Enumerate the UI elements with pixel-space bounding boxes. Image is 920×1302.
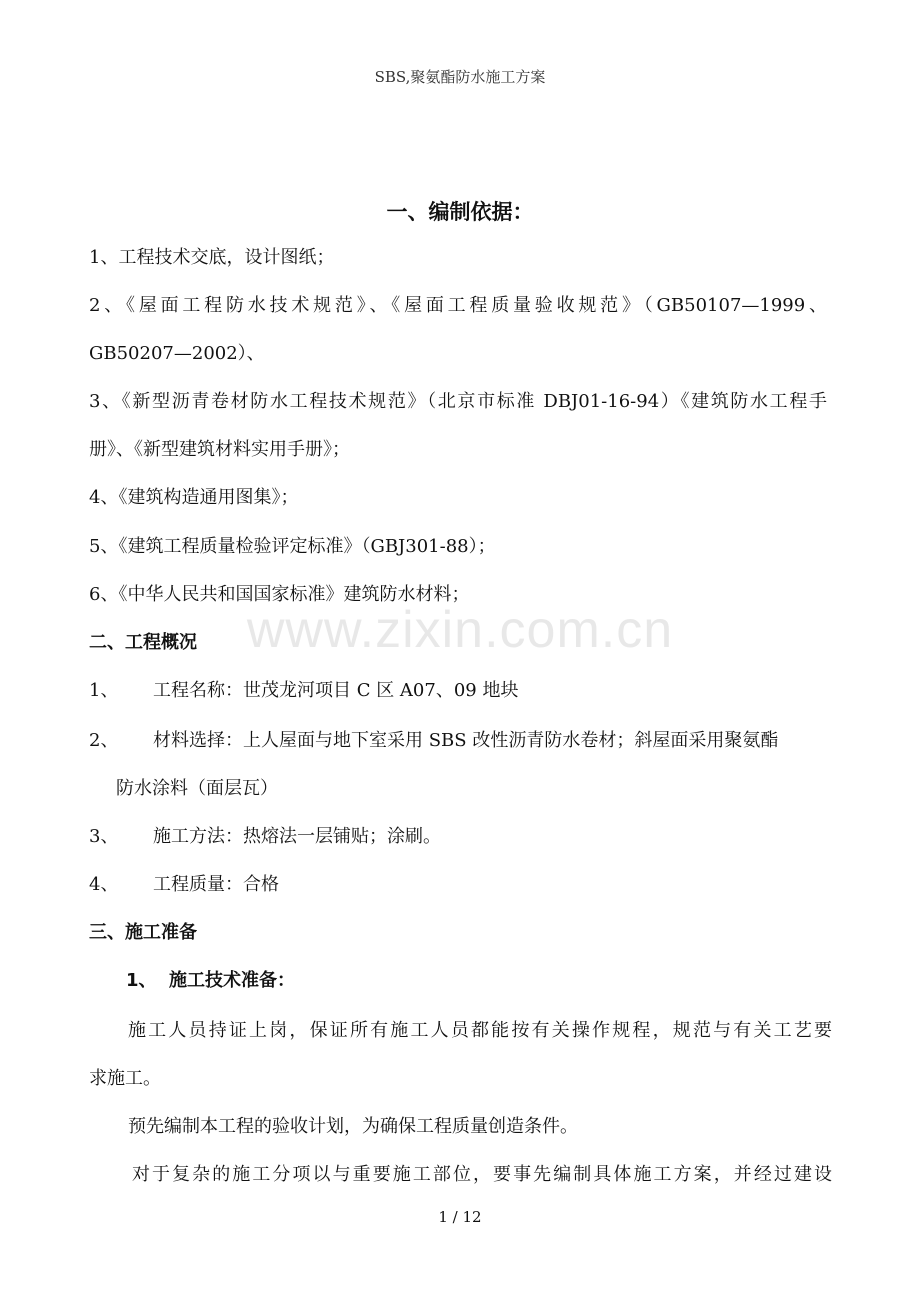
basis-item-5: 5、《建筑工程质量检验评定标准》（GBJ301-88）； <box>89 536 496 557</box>
overview-item-2-num: 2、 <box>89 730 119 751</box>
overview-item-4-text: 工程质量：合格 <box>153 874 279 895</box>
section-2-title: 二、工程概况 <box>89 632 197 653</box>
page-number: 1 / 12 <box>438 1208 482 1226</box>
overview-item-2-text: 材料选择：上人屋面与地下室采用 SBS 改性沥青防水卷材；斜屋面采用聚氨酯 <box>153 730 779 751</box>
overview-item-1-text: 工程名称：世茂龙河项目 C 区 A07、09 地块 <box>153 680 519 701</box>
overview-item-3-num: 3、 <box>89 826 119 847</box>
watermark: www.zixin.com.cn <box>246 601 674 659</box>
basis-item-2-cont: GB50207—2002）、 <box>89 343 265 364</box>
basis-item-3-cont: 册》、《新型建筑材料实用手册》； <box>89 439 350 460</box>
basis-item-6: 6、《中华人民共和国国家标准》建筑防水材料； <box>89 584 470 605</box>
paragraph-3: 对于复杂的施工分项以与重要施工部位，要事先编制具体施工方案，并经过建设 <box>132 1164 832 1185</box>
overview-item-4 <box>89 873 279 897</box>
basis-item-4: 4、《建筑构造通用图集》； <box>89 487 299 508</box>
section-3-subtitle: 1、 施工技术准备： <box>126 970 296 991</box>
basis-item-1: 1、工程技术交底，设计图纸； <box>89 247 335 268</box>
overview-item-1 <box>89 679 518 703</box>
overview-item-4-num: 4、 <box>89 874 119 895</box>
overview-item-1-num: 1、 <box>89 680 119 701</box>
paragraph-2: 预先编制本工程的验收计划，为确保工程质量创造条件。 <box>128 1116 578 1137</box>
page-header: SBS,聚氨酯防水施工方案 <box>374 68 546 86</box>
paragraph-1: 施工人员持证上岗，保证所有施工人员都能按有关操作规程，规范与有关工艺要 <box>128 1020 832 1041</box>
basis-item-3: 3、《新型沥青卷材防水工程技术规范》（北京市标准 DBJ01-16-94）《建筑防水工程手 <box>89 391 827 412</box>
overview-item-2 <box>89 729 778 753</box>
overview-item-3 <box>89 825 441 849</box>
overview-item-3-text: 施工方法：热熔法一层铺贴；涂刷。 <box>153 826 441 847</box>
paragraph-1-cont: 求施工。 <box>89 1068 161 1089</box>
basis-item-2: 2、《屋面工程防水技术规范》、《屋面工程质量验收规范》（GB50107—1999、 <box>89 295 827 316</box>
overview-item-2-cont: 防水涂料（面层瓦） <box>116 778 278 799</box>
section-3-title: 三、施工准备 <box>89 922 197 943</box>
section-1-title: 一、编制依据： <box>386 200 534 224</box>
